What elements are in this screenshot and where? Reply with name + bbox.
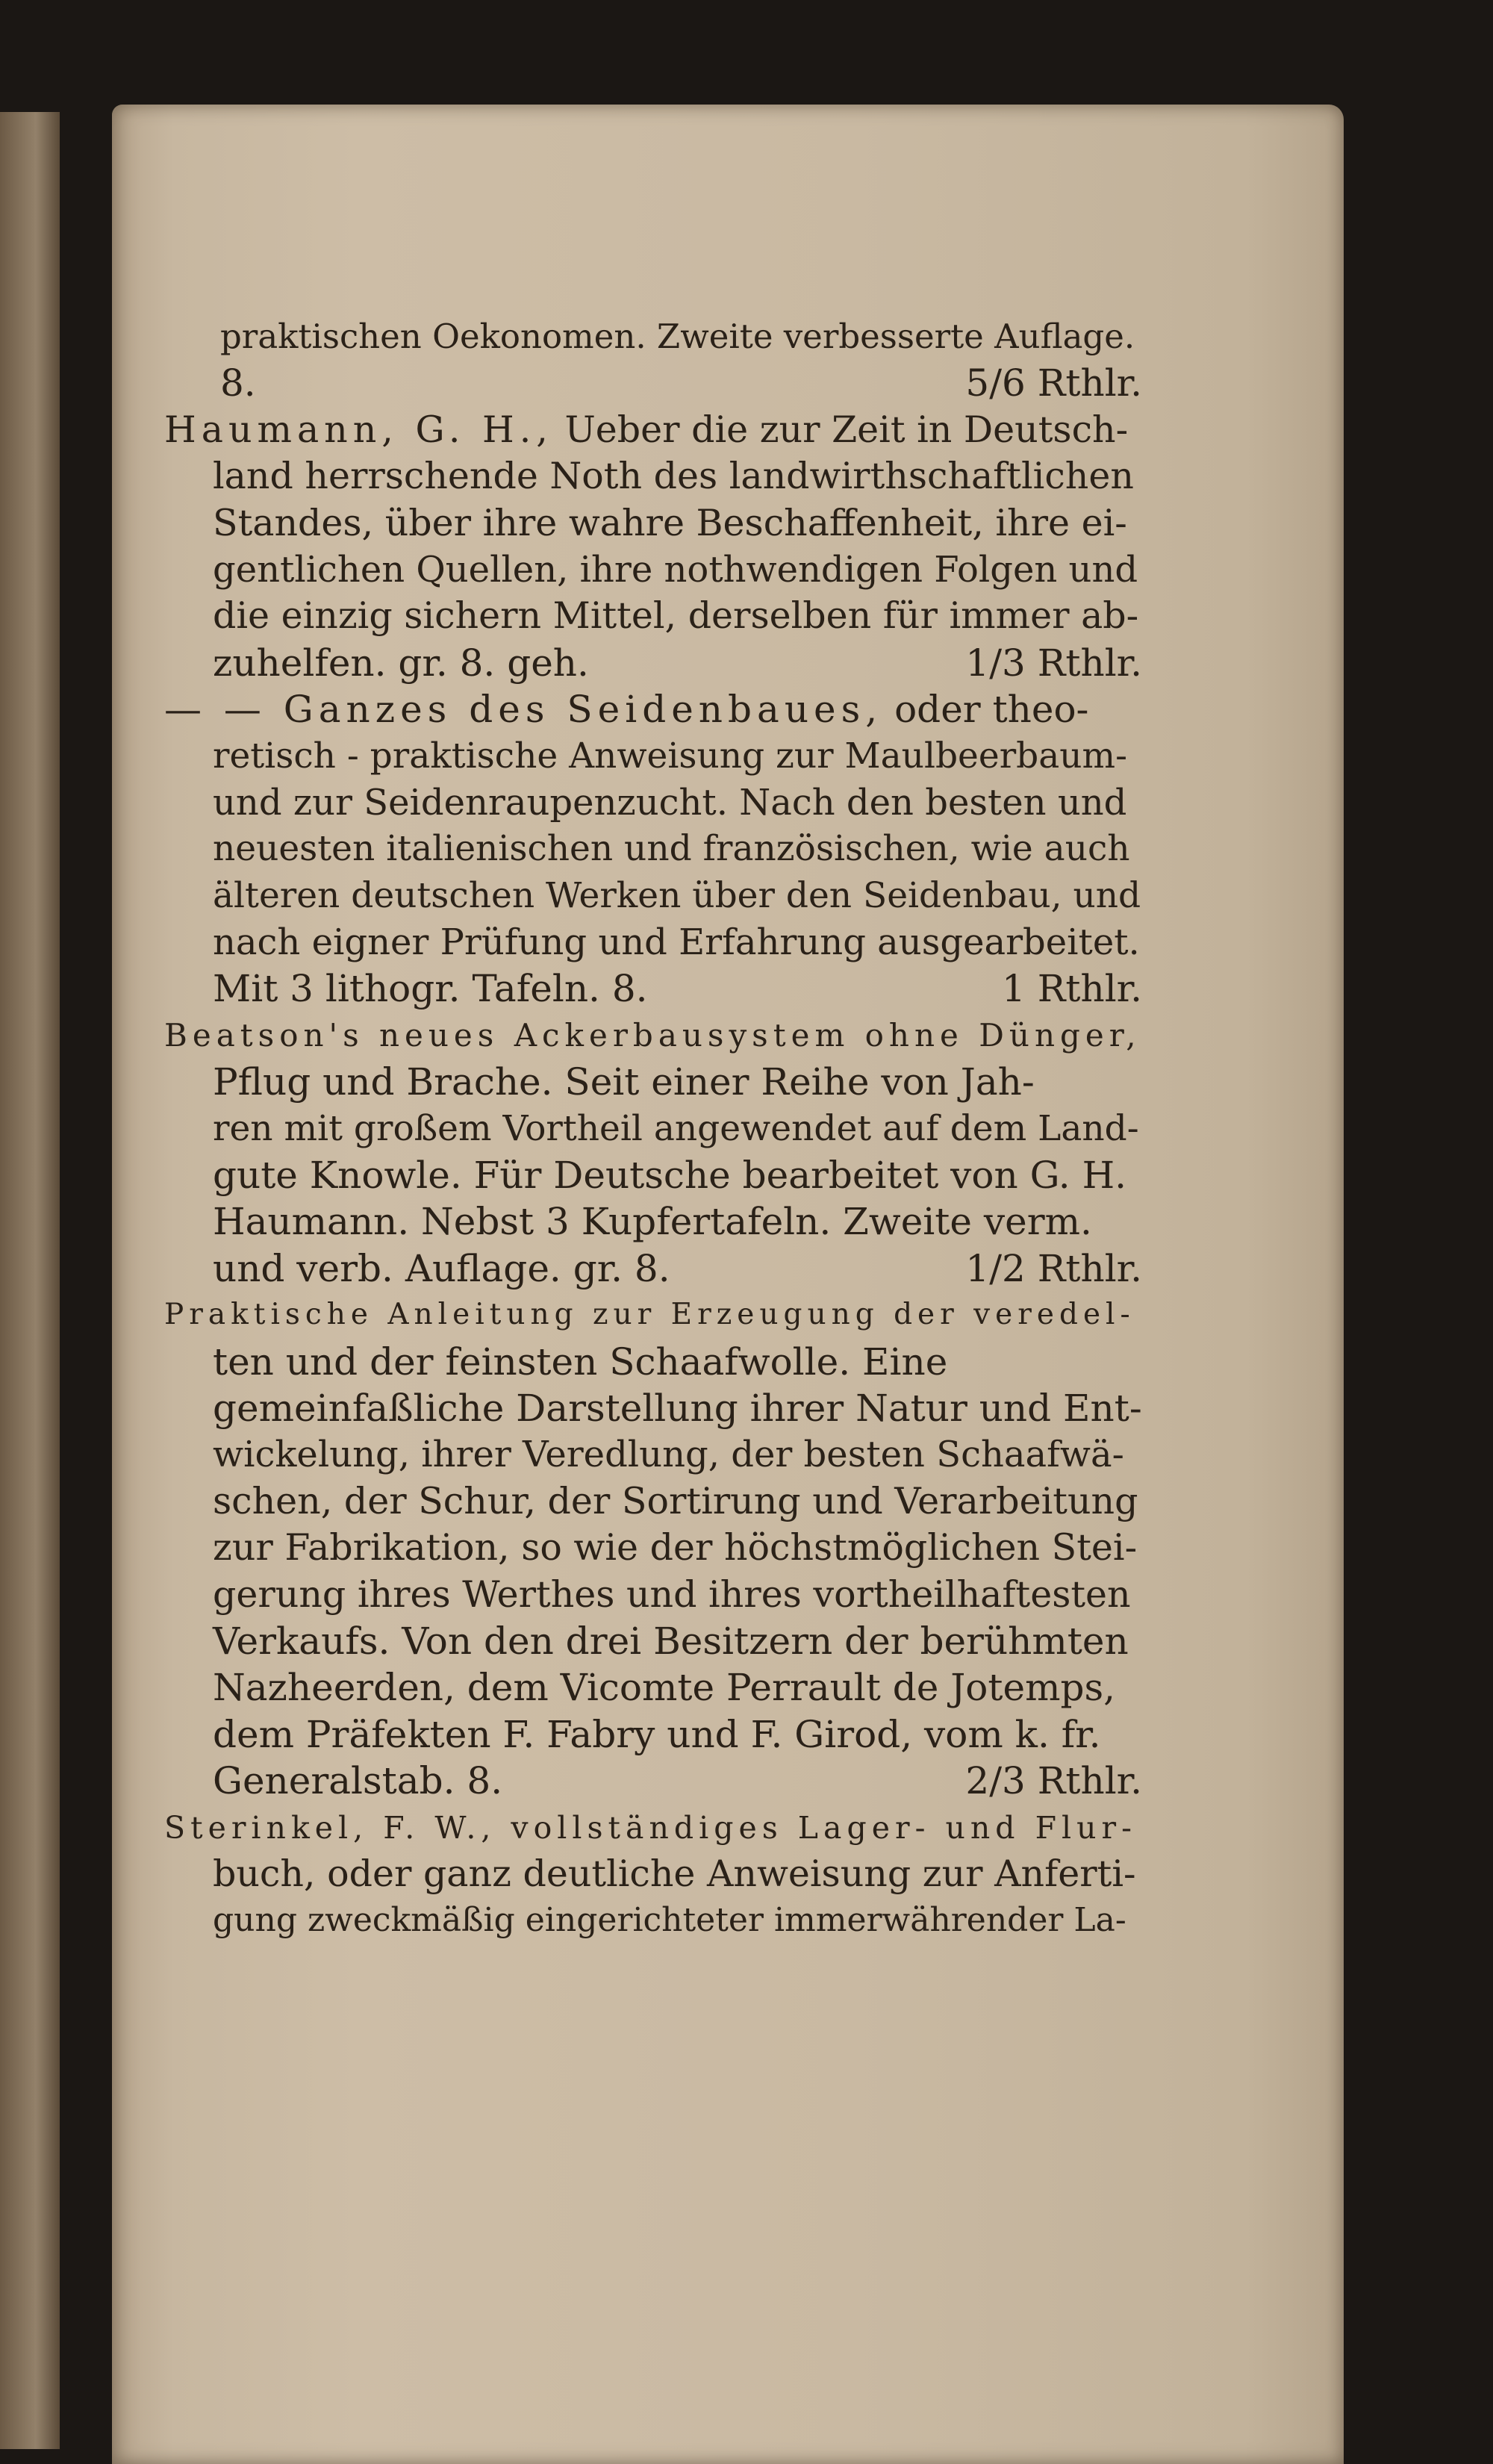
- text-line: gentlichen Quellen, ihre nothwendigen Folgen und: [213, 548, 1138, 591]
- text-line: [164, 640, 1142, 686]
- left-page-edge: [0, 112, 60, 2449]
- text-line: [164, 1805, 1142, 1851]
- text-fragment: 8.: [220, 361, 256, 405]
- text-fragment: Ueber die zur Zeit in Deutsch-: [564, 408, 1129, 451]
- price: 2/3 Rthlr.: [965, 1759, 1142, 1803]
- text-line: gute Knowle. Für Deutsche bearbeitet von G. H.: [213, 1154, 1127, 1198]
- entry-author: Beatson's neues Ackerbausystem ohne Dünger,: [164, 1016, 1141, 1054]
- text-fragment: Generalstab. 8.: [213, 1759, 503, 1803]
- entry-sterinkel: [164, 1805, 1142, 1944]
- text-line: nach eigner Prüfung und Erfahrung ausgearbeitet.: [213, 921, 1140, 964]
- text-line: [164, 1012, 1142, 1059]
- text-line: und zur Seidenraupenzucht. Nach den besten und: [213, 781, 1127, 824]
- text-fragment: Mit 3 lithogr. Tafeln. 8.: [213, 967, 648, 1011]
- text-line: land herrschende Noth des landwirthschaftlichen: [213, 455, 1134, 498]
- text-line: [164, 1245, 1142, 1292]
- text-line: praktischen Oekonomen. Zweite verbesserte Auflage.: [220, 317, 1135, 356]
- text-line: [164, 965, 1142, 1012]
- entry-author: Haumann, G. H.,: [164, 408, 553, 451]
- price: 1 Rthlr.: [1002, 967, 1142, 1011]
- entry-beatson: [164, 1012, 1142, 1292]
- text-line: zur Fabrikation, so wie der höchstmöglichen Stei-: [213, 1526, 1138, 1569]
- text-line: gung zweckmäßig eingerichteter immerwährender La-: [213, 1901, 1126, 1940]
- text-line: [164, 686, 1142, 732]
- text-line: Verkaufs. Von den drei Besitzern der berühmten: [213, 1619, 1129, 1663]
- entry-haumann-noth: [164, 407, 1142, 686]
- text-line: älteren deutschen Werken über den Seidenbau, und: [213, 874, 1141, 916]
- entry-seidenbau: [164, 686, 1142, 1012]
- text-line: neuesten italienischen und französischen, wie auch: [213, 828, 1130, 870]
- price: 1/3 Rthlr.: [965, 641, 1142, 685]
- entry-author: — — Ganzes des Seidenbaues,: [164, 688, 883, 732]
- text-line: retisch - praktische Anweisung zur Maulbeerbaum-: [213, 735, 1127, 777]
- price: 5/6 Rthlr.: [965, 361, 1142, 405]
- text-line: Haumann. Nebst 3 Kupfertafeln. Zweite verm.: [213, 1200, 1092, 1244]
- text-line: [164, 1292, 1142, 1338]
- text-line: ten und der feinsten Schaafwolle. Eine: [213, 1340, 948, 1384]
- text-fragment: zuhelfen. gr. 8. geh.: [213, 641, 589, 685]
- text-line: Standes, über ihre wahre Beschaffenheit, ihre ei-: [213, 501, 1127, 544]
- text-line: dem Präfekten F. Fabry und F. Girod, vom k. fr.: [213, 1712, 1101, 1756]
- price: 1/2 Rthlr.: [965, 1246, 1142, 1290]
- text-fragment: oder theo-: [894, 688, 1089, 732]
- text-line: die einzig sichern Mittel, derselben für immer ab-: [213, 594, 1139, 638]
- entry-author: Praktische Anleitung zur Erzeugung der veredel-: [164, 1298, 1135, 1332]
- text-line: Pflug und Brache. Seit einer Reihe von Jah-: [213, 1060, 1035, 1104]
- entry-schaafwolle: [164, 1292, 1142, 1804]
- text-line: [164, 360, 1142, 406]
- text-line: [164, 1758, 1142, 1804]
- entry-author: Sterinkel, F. W., vollständiges Lager- und Flur-: [164, 1809, 1137, 1846]
- text-line: gemeinfaßliche Darstellung ihrer Natur und Ent-: [213, 1386, 1142, 1430]
- text-line: buch, oder ganz deutliche Anweisung zur Anferti-: [213, 1852, 1136, 1895]
- page-text: [164, 314, 1142, 1944]
- entry-continuation: [164, 314, 1142, 407]
- text-line: wickelung, ihrer Veredlung, der besten Schaafwä-: [213, 1434, 1124, 1476]
- text-line: Nazheerden, dem Vicomte Perrault de Jotemps,: [213, 1666, 1116, 1710]
- text-fragment: und verb. Auflage. gr. 8.: [213, 1246, 670, 1290]
- text-line: [164, 407, 1142, 453]
- text-line: schen, der Schur, der Sortirung und Verarbeitung: [213, 1479, 1138, 1522]
- text-line: gerung ihres Werthes und ihres vortheilhaftesten: [213, 1572, 1131, 1616]
- text-line: ren mit großem Vortheil angewendet auf dem Land-: [213, 1107, 1139, 1149]
